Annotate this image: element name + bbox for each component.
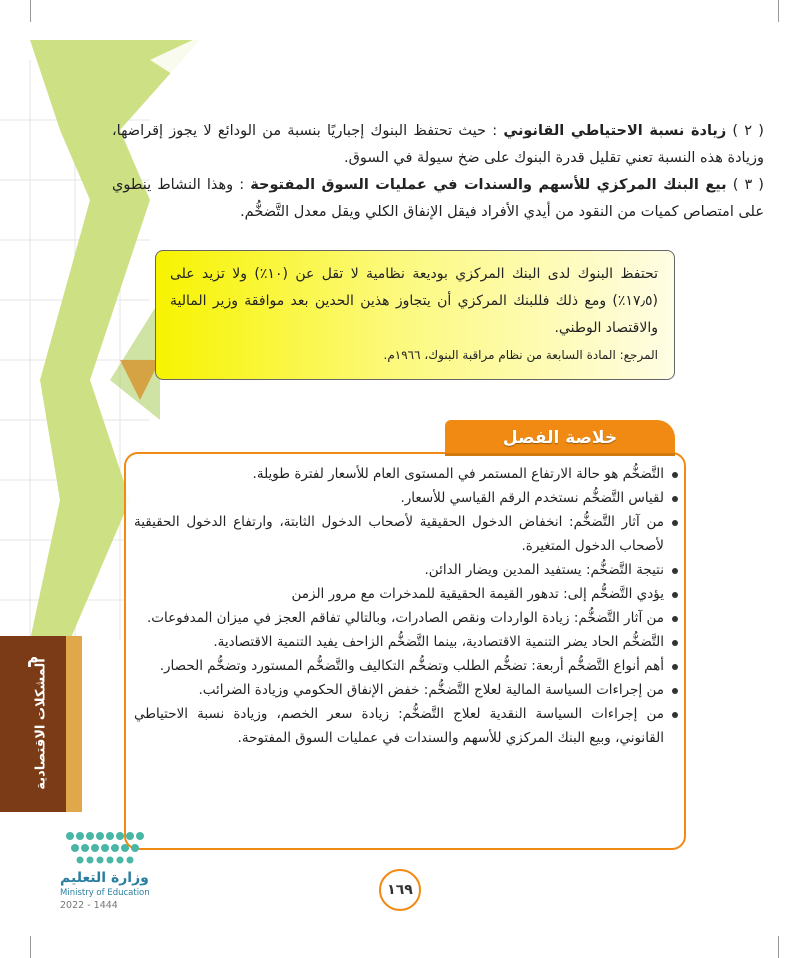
chapter-side-tab <box>0 636 82 812</box>
ministry-logo <box>50 824 170 924</box>
summary-item: من إجراءات السياسة النقدية لعلاج التَّضخُّم: زيادة سعر الخصم، وزيادة نسبة الاحتياطي القانوني، وبيع البنك المركزي للأسهم والسندات في عمليات السوق المفتوحة. <box>134 702 678 750</box>
ministry-name-english: Ministry of Education <box>60 888 150 898</box>
summary-item: نتيجة التَّضخُّم: يستفيد المدين ويضار الدائن. <box>134 558 678 582</box>
item-number: ( ٢ ) <box>732 123 764 139</box>
crop-mark <box>778 0 779 22</box>
edition-year: 2022 - 1444 <box>60 900 118 911</box>
page-number-text: ١٦٩ <box>387 882 413 898</box>
summary-item: من آثار التَّضخُّم: انخفاض الدخول الحقيقية لأصحاب الدخول الثابتة، وارتفاع الدخول الحقيقية لأصحاب الدخول المتغيرة. <box>134 510 678 558</box>
paragraph-text: : وهذا النشاط ينطوي على امتصاص كميات من النقود من أيدي الأفراد فيقل الإنفاق الكلي ويقل معدل التَّضخُّم. <box>112 177 764 220</box>
paragraph-heading: زيادة نسبة الاحتياطي القانوني <box>503 123 727 139</box>
chapter-title: المشكلات الاقتصادية <box>33 658 49 790</box>
summary-item: يؤدي التَّضخُّم إلى: تدهور القيمة الحقيقية للمدخرات مع مرور الزمن <box>134 582 678 606</box>
ministry-name-arabic: وزارة التعليم <box>60 870 149 886</box>
side-tab-stripe <box>66 636 82 812</box>
summary-header <box>445 420 675 456</box>
summary-list <box>134 462 678 750</box>
summary-item: التَّضخُّم هو حالة الارتفاع المستمر في المستوى العام للأسعار لفترة طويلة. <box>134 462 678 486</box>
paragraph-open-market <box>112 172 764 226</box>
crop-mark <box>30 936 31 958</box>
summary-item: أهم أنواع التَّضخُّم أربعة: تضخُّم الطلب وتضخُّم التكاليف والتَّضخُّم المستورد وتضخُّم الحصار. <box>134 654 678 678</box>
ministry-emblem-icon <box>50 824 170 870</box>
summary-item: من آثار التَّضخُّم: زيادة الواردات ونقص الصادرات، وبالتالي تفاقم العجز في ميزان المدفوعات. <box>134 606 678 630</box>
summary-item: من إجراءات السياسة المالية لعلاج التَّضخُّم: خفض الإنفاق الحكومي وزيادة الضرائب. <box>134 678 678 702</box>
page-number <box>379 869 421 911</box>
paragraph-reserve-ratio <box>112 118 764 172</box>
body-paragraphs <box>112 118 764 226</box>
note-box <box>155 250 675 380</box>
paragraph-heading: بيع البنك المركزي للأسهم والسندات في عمليات السوق المفتوحة <box>250 177 727 193</box>
summary-item: لقياس التَّضخُّم نستخدم الرقم القياسي للأسعار. <box>134 486 678 510</box>
crop-mark <box>30 0 31 22</box>
item-number: ( ٣ ) <box>732 177 764 193</box>
crop-mark <box>778 936 779 958</box>
chapter-marker: م <box>27 648 39 667</box>
summary-title: خلاصة الفصل <box>502 428 618 448</box>
summary-item: التَّضخُّم الحاد يضر التنمية الاقتصادية، بينما التَّضخُّم الزاحف يفيد التنمية الاقتصادية. <box>134 630 678 654</box>
note-text: تحتفظ البنوك لدى البنك المركزي بوديعة نظامية لا تقل عن (١٠٪) ولا تزيد على (١٧٫٥٪) ومع ذلك فللبنك المركزي أن يتجاوز هذين الحدين بعد موافقة وزير المالية والاقتصاد الوطني. <box>170 266 658 336</box>
paragraph-text: : حيث تحتفظ البنوك إجباريًا بنسبة من الودائع لا يجوز إقراضها، وزيادة هذه النسبة تعني تقليل قدرة البنوك على ضخ سيولة في السوق. <box>112 123 764 166</box>
note-reference: المرجع: المادة السابعة من نظام مراقبة البنوك، ١٩٦٦م. <box>383 348 658 362</box>
